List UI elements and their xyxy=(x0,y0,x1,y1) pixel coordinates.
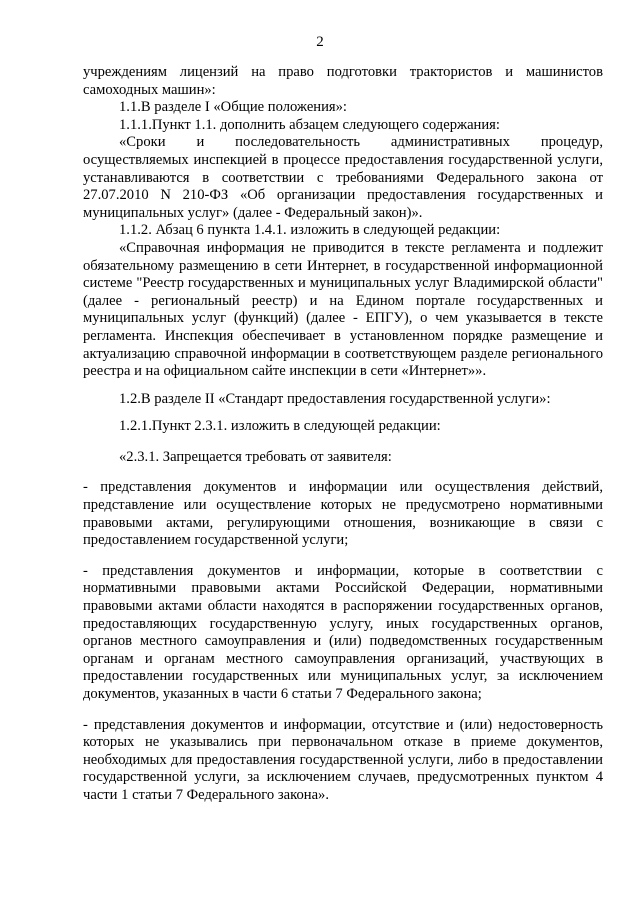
list-item-prohibition-2: - представления документов и информации, которые в соответствии с нормативными правовыми актами Российской Федерации, нормативными правовыми актами области находятся в распоряжении государственных органов, предоставляющих государственную услугу, иных государственных органов, органов местного самоуправления и (или) подведомственных государственным органам и органам местного самоуправления организаций, участвующих в предоставлении государственных или муниципальных услуг, за исключением документов, указанных в части 6 статьи 7 Федерального закона; xyxy=(83,562,603,702)
document-body xyxy=(83,64,603,805)
paragraph-quote-2-3-1: «2.3.1. Запрещается требовать от заявителя: xyxy=(119,448,392,465)
paragraph-item-1-1-2: 1.1.2. Абзац 6 пункта 1.4.1. изложить в следующей редакции: xyxy=(119,222,501,239)
list-item-prohibition-3: - представления документов и информации, отсутствие и (или) недостоверность которых не указывались при первоначальном отказе в приеме документов, необходимых для предоставления государственной услуги, либо в предоставлении государственной услуги, за исключением случаев, предусмотренных пунктом 4 части 1 статьи 7 Федерального закона». xyxy=(83,716,603,803)
paragraph-intro: учреждениям лицензий на право подготовки трактористов и машинистов самоходных машин»: xyxy=(83,64,603,98)
page-number: 2 xyxy=(316,34,324,50)
list-item-prohibition-1: - представления документов и информации или осуществления действий, представление или осуществление которых не предусмотрено нормативными правовыми актами, регулирующими отношения, возникающие в связи с предоставлением государственной услуги; xyxy=(83,479,603,549)
paragraph-quote-terms: «Сроки и последовательность административных процедур, осуществляемых инспекцией в процессе предоставления государственной услуги, устанавливаются в соответствии с требованиями Федерального закона от 27.07.2010 N 210-ФЗ «Об организации предоставления государственных и муниципальных услуг» (далее - Федеральный закон)». xyxy=(83,134,603,221)
paragraph-item-1-1-1: 1.1.1.Пункт 1.1. дополнить абзацем следующего содержания: xyxy=(119,116,500,133)
paragraph-section-1-1: 1.1.В разделе I «Общие положения»: xyxy=(119,99,347,116)
paragraph-quote-reference-info: «Справочная информация не приводится в тексте регламента и подлежит обязательному размещению в сети Интернет, в государственной информационной системе "Реестр государственных и муниципальных услуг Владимирской области" (далее - региональный реестр) и на Едином портале государственных и муниципальных услуг (функций) (далее - ЕПГУ), о чем указывается в тексте регламента. Инспекция обеспечивает в установленном порядке размещение и актуализацию справочной информации в соответствующем разделе регионального реестра и на официальном сайте инспекции в сети «Интернет»». xyxy=(83,239,603,380)
paragraph-item-1-2-1: 1.2.1.Пункт 2.3.1. изложить в следующей редакции: xyxy=(119,418,441,435)
paragraph-section-1-2: 1.2.В разделе II «Стандарт предоставления государственной услуги»: xyxy=(119,390,551,407)
